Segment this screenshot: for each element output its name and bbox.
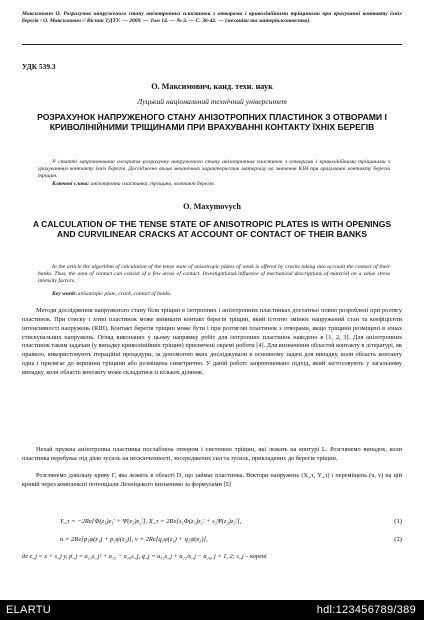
author-ua: О. Максимович, канд. техн. наук <box>151 82 273 91</box>
udk-code: УДК 539.3 <box>22 62 56 71</box>
keywords-en <box>38 291 390 298</box>
footer-bar <box>0 600 424 620</box>
citation-header: Максимович О. Розрахунок напруженого стану анізотропних пластинок з отворами і криволінійними тріщинами при врахуванні контакту їхніх берегів / О. Максимович // Вісник ТДТУ. — 2009. — Том 14. — № 3. — С. 36-42. — (механіка та матеріалознавство). <box>22 11 402 25</box>
keywords-ua-text: анізотропна пластинка, тріщина, контакт берегів. <box>90 181 216 187</box>
body-paragraph-3 <box>22 472 402 490</box>
formula-2: u = 2Re[p₁φ(z₁) + p₂ψ(z₂)], v = 2Re[q₁φ(z₁) + q₂ψ(z₂)], <box>60 536 208 543</box>
author-en: O. Maxymovych <box>183 202 241 211</box>
paragraph-text: Розглянемо довільну криву Г, яка лежить в області D, що займає пластинка. Вектори напружень (X_τ, Y_τ) і переміщень (u, v) на цій кривій через комплексні потенціали Лехніцького визначимо за формулами [5] <box>22 472 402 488</box>
body-paragraph-1 <box>22 307 402 378</box>
formula-1-number: (1) <box>394 518 402 525</box>
formula-definitions: де z_j = x + s_j y, p_j = a₁₁s_j² + a₁₂ − a₁₆s_j, q_j = a₁₂s_j + a₂₂/s_j − a₂₆, j = 1, 2; s_j – корені <box>22 553 267 560</box>
paragraph-text: Методи дослідження напруженого стану біля тріщин в ізотропних і анізотропних пластинках достатньо повно розроблені при розтягу пластинок. При стиску і згині пластинок може виникати контакт берегів тріщин, який істотно змінює напружений стан та коефіцієнти інтенсивності напружень (КІН). Контакт берегів тріщин може бути і при розтягові пластинок з отворами, якщо тріщини розміщені в зонах стискувальних напружень. Огляд виконаних у цьому напрямку робіт для ізотропних пластинок наведено в [1, 2, 3]. Для анізотропних пластинок таким задачам (у випадку криволінійних тріщин) присвячені окремі роботи [4]. Для визначення областей контакту в літературі, як правило, використовують ітераційні процедури, за допомогою яких досліджували в основному задачі для випадку, коли область контакту одна і прилягає до вершини тріщини або розміщена симетрично. У даній роботі запропоновано підхід, який застосовують у загальному випадку, коли область контакту може складатися із кількох ділянок. <box>22 307 402 376</box>
abstract-ua: У статті запропоновано алгоритм розрахунку напруженого стану анізотропних пластинок з отворами і криволінійними тріщинами з урахуванням контакту їхніх берегів. Досліджено вплив механічних характеристик матеріалу на значення КІН при врахуванні контакту берегів тріщин. <box>38 159 390 180</box>
abstract-en: In the article the algorithm of calculation of the tense state of anisotropic plates of weak is offered by cracks taking into account the contact of their banks. Thus, the area of contact can consist of a few areas of contact. Investigational influence of mechanical descriptions of material on a value stress intensity factors. <box>38 264 390 285</box>
formula-2-number: (2) <box>394 536 402 543</box>
formula-1: Y_τ = −2Re[Φ(z₁)z₁′ + Ψ(z₂)z₂′], X_τ = 2Re[s₁Φ(z₁)z₁′ + s₂Ψ(z₂)z₂′], <box>60 518 242 525</box>
header-rule <box>22 44 402 45</box>
keywords-en-label: Key words <box>52 291 76 297</box>
paragraph-text: Нехай пружна анізотропна пластинка послаблена отвором і системою тріщин, які лежать на контурі L. Розглянемо випадок, коли пластинка перебуває під дією зусиль на нескінченності, зосереджених сил та зусиль, прикладених до берегів тріщин. <box>22 446 402 462</box>
keywords-en-text: :anisotropic plate, crack, contact of banks. <box>75 291 172 297</box>
affiliation-ua: Луцький національний технічний університет <box>137 97 287 106</box>
body-paragraph-2 <box>22 446 402 464</box>
footer-repository-name: ELARTU <box>6 604 51 616</box>
keywords-ua-label: Ключові слова: <box>52 181 90 187</box>
keywords-ua <box>38 181 390 188</box>
title-ua: РОЗРАХУНОК НАПРУЖЕНОГО СТАНУ АНІЗОТРОПНИХ ПЛАСТИНОК З ОТВОРАМИ І КРИВОЛІНІЙНИМИ ТРІЩИНАМИ ПРИ ВРАХУВАННІ КОНТАКТУ ЇХНІХ БЕРЕГІВ <box>37 112 387 133</box>
title-en: A CALCULATION OF THE TENSE STATE OF ANISOTROPIC PLATES IS WITH OPENINGS AND CURVILINEAR CRACKS AT ACCOUNT OF CONTACT OF THEIR BANKS <box>32 219 392 240</box>
footer-handle: hdl:123456789/389 <box>316 604 416 616</box>
